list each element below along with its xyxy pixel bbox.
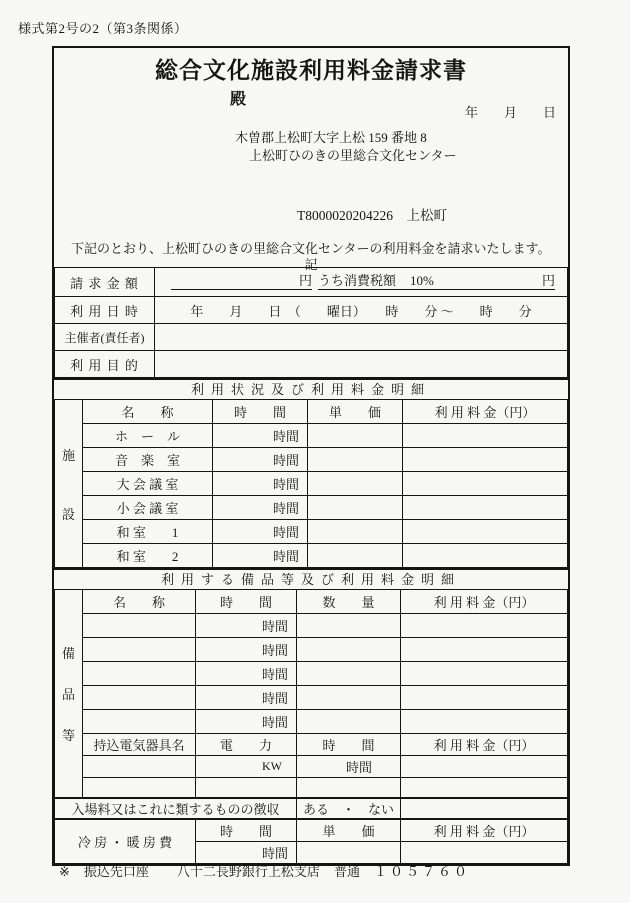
equipment-time-unit: 時間	[196, 638, 297, 662]
equipment-quantity-cell	[297, 614, 401, 638]
facility-time-unit: 時間	[213, 544, 308, 568]
facility-table	[54, 399, 568, 568]
facility-section-title: 利用状況及び利用料金明細	[54, 378, 568, 399]
record-marker: 記	[304, 257, 318, 272]
purpose-value-cell	[155, 351, 568, 378]
document-frame	[52, 46, 570, 866]
amount-blank-underline	[171, 273, 312, 290]
equipment-blank-row	[55, 638, 568, 662]
facility-fee-cell	[403, 496, 568, 520]
facility-header-row	[55, 400, 568, 424]
organizer-label: 主催者(責任者)	[55, 324, 155, 351]
purpose-row	[55, 351, 568, 378]
equipment-header-row	[55, 590, 568, 614]
form-number-label: 様式第2号の2（第3条関係）	[18, 21, 188, 36]
equipment-fee-cell	[401, 638, 568, 662]
electric-power-unit: KW	[196, 756, 297, 778]
addressee-suffix: 殿	[230, 91, 247, 108]
facility-name: 和 室 2	[83, 544, 213, 568]
facility-name: 音 楽 室	[83, 448, 213, 472]
tax-unit: 円	[541, 272, 555, 288]
tax-label: うち消費税額	[318, 272, 397, 288]
facility-group-char: 施	[61, 447, 75, 463]
facility-unit-price-cell	[308, 472, 403, 496]
facility-row-hall	[55, 424, 568, 448]
hvac-time-header: 時 間	[196, 819, 297, 842]
facility-fee-cell	[403, 544, 568, 568]
equipment-fee-cell	[401, 662, 568, 686]
admission-fee-row	[55, 798, 568, 819]
facility-unit-price-header: 単 価	[308, 400, 403, 424]
equipment-group-char: 備	[61, 646, 75, 661]
equipment-name-cell	[83, 662, 196, 686]
billing-amount-label: 請 求 金 額	[55, 268, 155, 297]
equipment-time-header: 時 間	[196, 590, 297, 614]
footer-account-type: 普通	[333, 864, 360, 879]
facility-row-japanese-room-1	[55, 520, 568, 544]
organizer-value-cell	[155, 324, 568, 351]
invoice-registration-number: T8000020204226 上松町	[297, 208, 447, 223]
facility-name-header: 名 称	[83, 400, 213, 424]
sender-address: 木曽郡上松町大字上松 159 番地 8	[235, 130, 427, 145]
equipment-name-header: 名 称	[83, 590, 196, 614]
hvac-label: 冷 房 ・ 暖 房 費	[55, 819, 196, 864]
equipment-blank-row	[55, 614, 568, 638]
equipment-fee-header: 利 用 料 金（円）	[401, 590, 568, 614]
electric-appliance-header-row	[55, 734, 568, 756]
equipment-blank-row	[55, 710, 568, 734]
facility-name: ホ ー ル	[83, 424, 213, 448]
facility-unit-price-cell	[308, 544, 403, 568]
hvac-header-row	[55, 819, 568, 842]
footer-marker: ※	[59, 864, 70, 879]
facility-fee-cell	[403, 448, 568, 472]
issue-date-blanks: 年 月 日	[464, 105, 556, 120]
admission-fee-cell	[401, 798, 568, 819]
footer-account-label: 振込先口座	[83, 864, 149, 879]
facility-time-unit: 時間	[213, 448, 308, 472]
facility-unit-price-cell	[308, 520, 403, 544]
billing-info-table	[54, 267, 568, 378]
facility-fee-cell	[403, 520, 568, 544]
facility-time-unit: 時間	[213, 424, 308, 448]
intro-text: 下記のとおり、上松町ひのきの里総合文化センターの利用料金を請求いたします。	[71, 241, 551, 256]
equipment-group-char: 等	[61, 728, 75, 743]
footer-account-number: １０５７６０	[373, 864, 470, 879]
facility-time-header: 時 間	[213, 400, 308, 424]
amount-unit: 円	[299, 272, 313, 288]
equipment-group-label	[55, 590, 83, 799]
equipment-blank-row	[55, 662, 568, 686]
equipment-fee-cell	[401, 710, 568, 734]
facility-unit-price-cell	[308, 496, 403, 520]
equipment-quantity-cell	[297, 638, 401, 662]
sender-name: 上松町ひのきの里総合文化センター	[249, 148, 457, 163]
equipment-time-unit: 時間	[196, 686, 297, 710]
equipment-time-unit: 時間	[196, 662, 297, 686]
facility-fee-cell	[403, 472, 568, 496]
tax-blank-underline	[318, 273, 555, 290]
facility-name: 和 室 1	[83, 520, 213, 544]
hvac-fee-header: 利 用 料 金（円）	[401, 819, 568, 842]
tax-rate: 10%	[410, 272, 434, 288]
document-header	[54, 48, 568, 272]
electric-fee-cell	[401, 778, 568, 799]
equipment-quantity-cell	[297, 662, 401, 686]
equipment-quantity-cell	[297, 686, 401, 710]
equipment-name-cell	[83, 710, 196, 734]
facility-time-unit: 時間	[213, 472, 308, 496]
usage-datetime-row	[55, 297, 568, 324]
electric-fee-cell	[401, 756, 568, 778]
electric-power-cell	[196, 778, 297, 799]
bank-transfer-note	[59, 861, 470, 880]
usage-datetime-blanks: 年 月 日 （ 曜日） 時 分 ～ 時 分	[155, 297, 568, 324]
electric-time-cell	[297, 778, 401, 799]
facility-time-unit: 時間	[213, 496, 308, 520]
electric-blank-row	[55, 778, 568, 799]
equipment-fee-cell	[401, 614, 568, 638]
facility-row-small-meeting-room	[55, 496, 568, 520]
electric-time-unit: 時間	[297, 756, 401, 778]
equipment-name-cell	[83, 614, 196, 638]
facility-group-char: 設	[61, 506, 75, 522]
equipment-fee-cell	[401, 686, 568, 710]
equipment-blank-row	[55, 686, 568, 710]
equipment-name-cell	[83, 638, 196, 662]
purpose-label: 利 用 目 的	[55, 351, 155, 378]
facility-row-japanese-room-2	[55, 544, 568, 568]
hvac-time-unit: 時間	[196, 842, 297, 864]
facility-unit-price-cell	[308, 424, 403, 448]
document-title: 総合文化施設利用料金請求書	[155, 58, 467, 83]
electric-name-cell	[83, 778, 196, 799]
electric-time-header: 時 間	[297, 734, 401, 756]
facility-group-label	[55, 400, 83, 568]
facility-unit-price-cell	[308, 448, 403, 472]
facility-fee-cell	[403, 424, 568, 448]
organizer-row	[55, 324, 568, 351]
equipment-time-unit: 時間	[196, 614, 297, 638]
facility-row-large-meeting-room	[55, 472, 568, 496]
footer-bank-name: 八十二長野銀行上松支店	[176, 864, 320, 879]
admission-label: 入場料又はこれに類するものの徴収	[55, 798, 297, 819]
equipment-time-unit: 時間	[196, 710, 297, 734]
facility-name: 小 会 議 室	[83, 496, 213, 520]
equipment-quantity-cell	[297, 710, 401, 734]
electric-appliance-name-header: 持込電気器具名	[83, 734, 196, 756]
admission-options: ある ・ ない	[297, 798, 401, 819]
facility-fee-header: 利 用 料 金（円）	[403, 400, 568, 424]
electric-fee-header: 利 用 料 金（円）	[401, 734, 568, 756]
equipment-table	[54, 589, 568, 864]
facility-row-music-room	[55, 448, 568, 472]
equipment-quantity-header: 数 量	[297, 590, 401, 614]
facility-time-unit: 時間	[213, 520, 308, 544]
hvac-unit-price-header: 単 価	[297, 819, 401, 842]
usage-datetime-label: 利 用 日 時	[55, 297, 155, 324]
electric-power-header: 電 力	[196, 734, 297, 756]
equipment-name-cell	[83, 686, 196, 710]
electric-appliance-value-row	[55, 756, 568, 778]
facility-name: 大 会 議 室	[83, 472, 213, 496]
equipment-section-title: 利用する備品等及び利用料金明細	[54, 568, 568, 589]
electric-name-cell	[83, 756, 196, 778]
equipment-group-char: 品	[61, 687, 75, 702]
